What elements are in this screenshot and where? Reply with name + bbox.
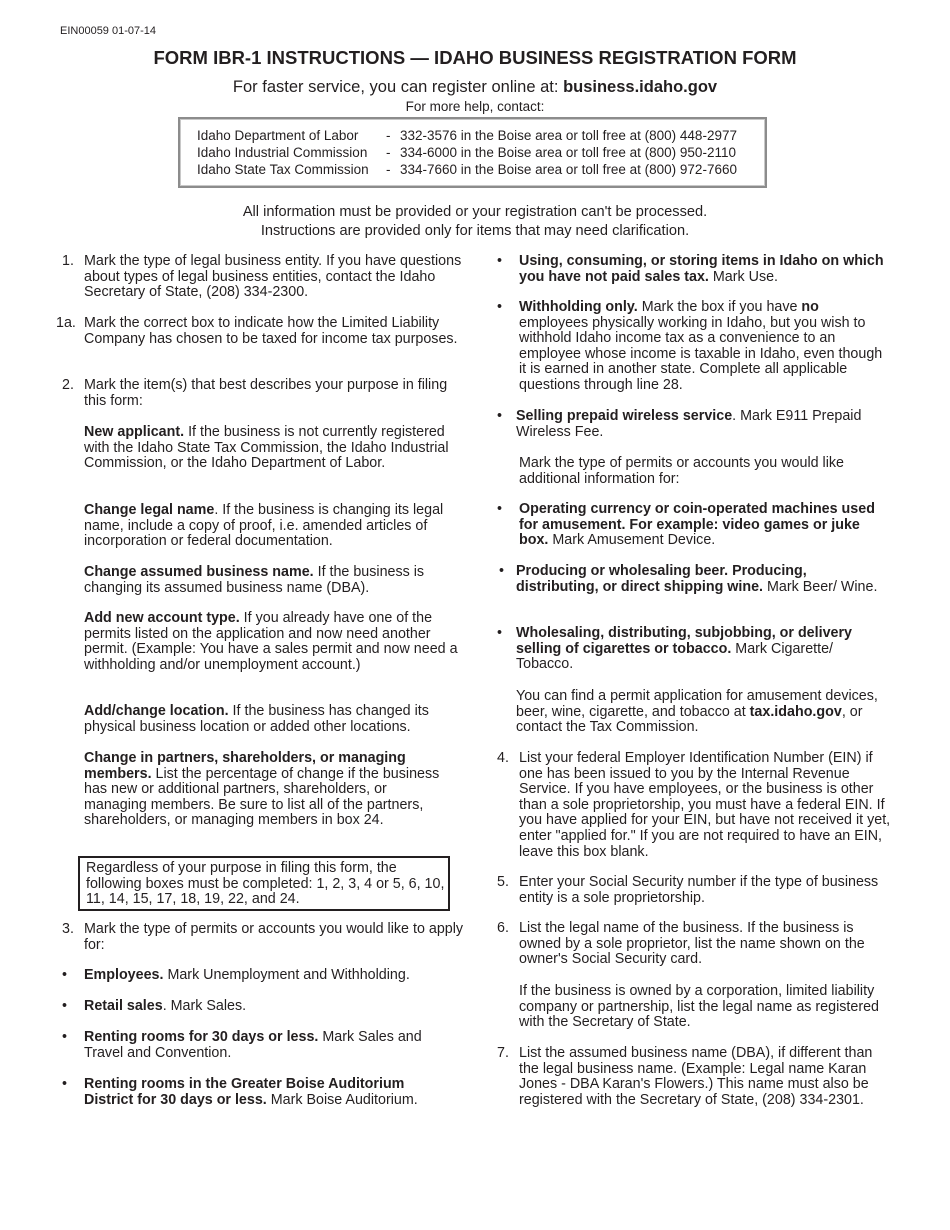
bullet-icon: • (62, 1076, 68, 1092)
bullet-icon: • (497, 299, 503, 315)
add-account-type-text: If you already have one of the permits listed on the application and now need another permit. (Example: You have a sales permit and now need a withholding and/or unemployment account.) (84, 610, 458, 673)
renting-boise-text: Mark Boise Auditorium. (266, 1091, 418, 1108)
item-6-text: List the legal name of the business. If the business is owned by a sole proprietor, list the name shown on the owner's Social Security card. (519, 920, 865, 968)
cigarette-tobacco (516, 626, 890, 673)
item-4-text: List your federal Employer Identification Number (EIN) if one has been issued to you by the Internal Revenue Service. If you have employees, or the business is other than a sole proprietorship, you must have a federal EIN. If you have applied for your EIN, but have not received it yet, enter "applied for." If you are not required to have an EIN, leave this box blank. (519, 750, 891, 860)
item-number: 3. (62, 921, 74, 937)
prepaid-wireless-label: Selling prepaid wireless service (516, 408, 733, 424)
contact-agency: Idaho Industrial Commission (197, 145, 368, 160)
new-applicant-label: New applicant. (84, 424, 185, 440)
retail-sales-text: . Mark Sales. (162, 998, 247, 1014)
bullet-icon: • (62, 1029, 68, 1045)
withholding-only-label: Withholding only. (519, 299, 638, 315)
cigarette-tobacco-label: Wholesaling, distributing, subjobbing, or delivery selling of cigarettes or tobacco. (516, 625, 852, 657)
additional-info-note: Mark the type of permits or accounts you would like additional information for: (519, 455, 845, 487)
help-label: For more help, contact: (405, 99, 545, 114)
form-id: EIN00059 01-07-14 (60, 25, 157, 37)
contact-agency: Idaho State Tax Commission (197, 162, 369, 177)
item-number: 1. (62, 253, 74, 269)
employees-text: Mark Unemployment and Withholding. (163, 967, 410, 983)
change-partners-label: Change in partners, shareholders, or managing members. (84, 750, 406, 782)
contact-info: 334-7660 in the Boise area or toll free at (800) 972-7660 (400, 162, 737, 177)
contact-row (197, 162, 737, 177)
item-number: 4. (497, 750, 509, 766)
notice-line-1: All information must be provided or your registration can't be processed. (242, 204, 708, 220)
item-6-corporation-note: If the business is owned by a corporation, limited liability company or partnership, list the legal name as registered with the Secretary of State. (519, 983, 879, 1031)
renting-rooms-text: Mark Sales and Travel and Convention. (84, 1029, 422, 1061)
bullet-icon: • (497, 253, 503, 269)
add-account-type-label: Add new account type. (84, 610, 240, 626)
using-consuming-text: Mark Use. (708, 268, 779, 285)
bullet-icon: • (499, 563, 505, 579)
new-applicant-text: If the business is not currently registered with the Idaho State Tax Commission, the Idaho Industrial Commission, or the Idaho Department of Labor. (84, 424, 449, 472)
using-consuming (519, 254, 889, 285)
contact-dash: - (386, 162, 391, 177)
item-number: 1a. (56, 315, 76, 331)
prepaid-wireless-text: . Mark E911 Prepaid Wireless Fee. (516, 408, 862, 440)
change-legal-name-label: Change legal name (84, 502, 215, 518)
add-change-location (84, 704, 464, 735)
withholding-no: no (801, 299, 819, 315)
item-1-text: Mark the type of legal business entity. If you have questions about types of legal business entities, contact the Idaho Secretary of State, (208) 334-2300. (84, 253, 462, 301)
bullet-icon: • (497, 408, 503, 424)
bullet-icon: • (62, 998, 68, 1014)
contact-row (197, 128, 737, 143)
withholding-only-text: Mark the box if you have (637, 299, 802, 315)
online-prefix: For faster service, you can register online at: (232, 78, 564, 96)
contact-info: 332-3576 in the Boise area or toll free at (800) 448-2977 (400, 128, 737, 143)
employees-label: Employees. (84, 967, 164, 983)
prepaid-wireless (516, 409, 886, 440)
contact-dash: - (386, 128, 391, 143)
beer-wine-label: Producing or wholesaling beer. Producing, distributing, or direct shipping wine. (516, 563, 807, 595)
item-5-text: Enter your Social Security number if the type of business entity is a sole proprietorship. (519, 874, 879, 906)
change-assumed-name-text: If the business is changing its assumed business name (DBA). (84, 564, 425, 596)
employees (84, 968, 464, 984)
online-url: business.idaho.gov (563, 78, 718, 96)
item-number: 6. (497, 920, 509, 936)
change-partners (84, 751, 452, 829)
beer-wine-text: Mark Beer/ Wine. (763, 578, 878, 595)
withholding-only (519, 300, 891, 394)
change-assumed-name-label: Change assumed business name. (84, 564, 314, 580)
contact-agency: Idaho Department of Labor (197, 128, 359, 143)
contact-row (197, 145, 736, 160)
change-assumed-name (84, 565, 462, 596)
renting-rooms (84, 1030, 460, 1061)
item-7-text: List the assumed business name (DBA), if different than the legal business name. (Example: Legal name Karan Jones - DBA Karan's Flowers.) This name must also be registered with the Secretary of State, (208) 334-2301. (519, 1045, 873, 1108)
currency-machines-label: Operating currency or coin-operated machines used for amusement. For example: video games or juke box. (519, 501, 875, 549)
online-register-line (0, 78, 950, 97)
item-number: 2. (62, 377, 74, 393)
required-boxes-note: Regardless of your purpose in filing this form, the following boxes must be completed: 1, 2, 3, 4 or 5, 6, 10, 11, 14, 15, 17, 18, 19, 22, and 24. (78, 856, 450, 911)
currency-machines-text: Mark Amusement Device. (548, 532, 716, 549)
permit-application-note (516, 689, 882, 736)
permit-note-text-2: , or contact the Tax Commission. (516, 703, 863, 736)
currency-machines (519, 502, 891, 549)
add-change-location-text: If the business has changed its physical business location or added other locations. (84, 703, 429, 735)
bullet-icon: • (497, 501, 503, 517)
retail-sales-label: Retail sales (84, 998, 163, 1014)
permit-note-text: You can find a permit application for amusement devices, beer, wine, cigarette, and tobacco at (516, 688, 878, 720)
page-title: FORM IBR-1 INSTRUCTIONS — IDAHO BUSINESS REGISTRATION FORM (153, 47, 797, 68)
beer-wine (516, 564, 878, 595)
bullet-icon: • (62, 967, 68, 983)
contact-box (178, 117, 767, 188)
add-account-type (84, 611, 458, 673)
notice-line-2: Instructions are provided only for items that may need clarification. (260, 223, 690, 239)
cigarette-tobacco-text: Mark Cigarette/ Tobacco. (516, 640, 834, 673)
item-number: 7. (497, 1045, 509, 1061)
item-2-text: Mark the item(s) that best describes your purpose in filing this form: (84, 377, 448, 409)
retail-sales (84, 999, 464, 1015)
bullet-icon: • (497, 625, 503, 641)
item-1a-text: Mark the correct box to indicate how the Limited Liability Company has chosen to be taxed for income tax purposes. (84, 315, 458, 347)
renting-rooms-label: Renting rooms for 30 days or less. (84, 1029, 319, 1045)
using-consuming-label: Using, consuming, or storing items in Idaho on which you have not paid sales tax. (519, 253, 884, 285)
renting-boise (84, 1077, 454, 1108)
change-legal-name (84, 503, 456, 550)
item-3-text: Mark the type of permits or accounts you would like to apply for: (84, 921, 464, 953)
change-legal-name-text: . If the business is changing its legal name, include a copy of proof, i.e. amended articles of incorporation or federal documentation. (84, 502, 444, 550)
change-partners-text: List the percentage of change if the business has new or additional partners, shareholders, or managing members. Be sure to list all of the partners, shareholders, or managing members in box 24. (84, 765, 440, 829)
tax-idaho-link: tax.idaho.gov (749, 703, 842, 720)
add-change-location-label: Add/change location. (84, 703, 229, 719)
renting-boise-label: Renting rooms in the Greater Boise Auditorium District for 30 days or less. (84, 1076, 405, 1108)
item-number: 5. (497, 874, 509, 890)
contact-dash: - (386, 145, 391, 160)
withholding-only-text-2: employees physically working in Idaho, but you wish to withhold Idaho income tax as a convenience to an employee whose income is taxable in Idaho, even though it is earned in another state. Complete all applicable questions through line 28. (519, 314, 883, 393)
contact-info: 334-6000 in the Boise area or toll free at (800) 950-2110 (400, 145, 736, 160)
new-applicant (84, 425, 462, 472)
